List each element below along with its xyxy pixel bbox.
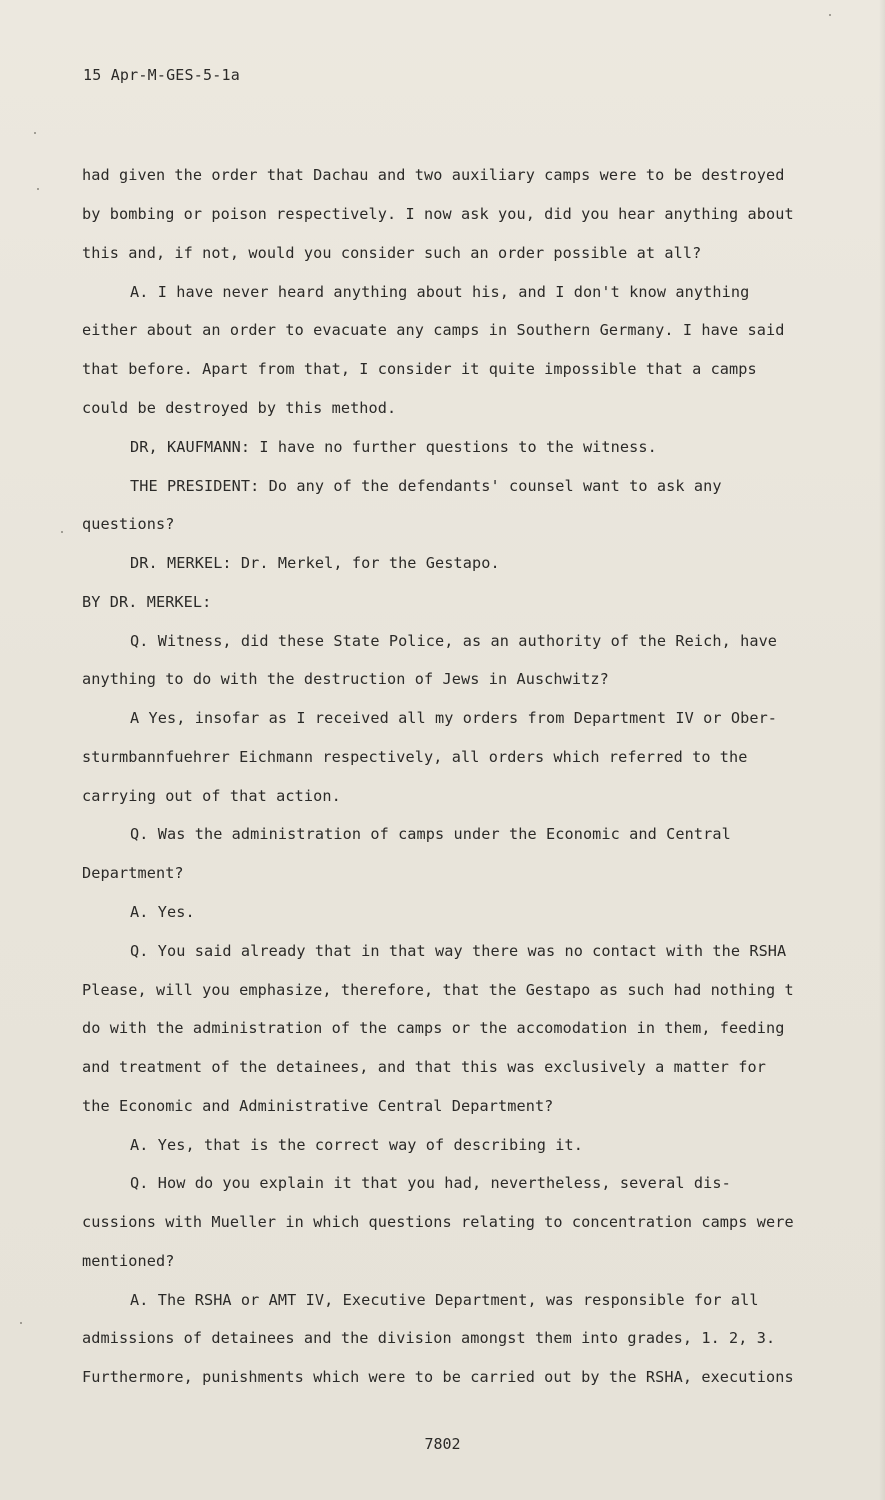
transcript-line: DR, KAUFMANN: I have no further questions to the witness. xyxy=(130,438,657,456)
page-number: 7802 xyxy=(424,1435,461,1453)
transcript-line: questions? xyxy=(82,515,175,533)
transcript-line: cussions with Mueller in which questions relating to concentration camps were xyxy=(82,1213,794,1231)
transcript-line: THE PRESIDENT: Do any of the defendants' counsel want to ask any xyxy=(130,477,722,495)
transcript-line: Q. You said already that in that way there was no contact with the RSHA xyxy=(130,942,787,960)
transcript-line: had given the order that Dachau and two auxiliary camps were to be destroyed xyxy=(82,166,785,184)
document-reference-header: 15 Apr-M-GES-5-1a xyxy=(83,66,240,84)
paper-speck xyxy=(37,188,39,190)
transcript-line: A. Yes. xyxy=(130,903,195,921)
transcript-line: and treatment of the detainees, and that this was exclusively a matter for xyxy=(82,1058,767,1076)
transcript-line: DR. MERKEL: Dr. Merkel, for the Gestapo. xyxy=(130,554,500,572)
transcript-line: do with the administration of the camps or the accomodation in them, feeding xyxy=(82,1019,785,1037)
paper-speck xyxy=(61,531,63,533)
transcript-line: anything to do with the destruction of Jews in Auschwitz? xyxy=(82,670,609,688)
transcript-line: A. I have never heard anything about his, and I don't know anything xyxy=(130,283,750,301)
transcript-line: that before. Apart from that, I consider it quite impossible that a camps xyxy=(82,360,757,378)
transcript-line: carrying out of that action. xyxy=(82,787,341,805)
paper-speck xyxy=(829,14,831,16)
transcript-line: Department? xyxy=(82,864,184,882)
transcript-line: this and, if not, would you consider such an order possible at all? xyxy=(82,244,702,262)
transcript-line: by bombing or poison respectively. I now ask you, did you hear anything about xyxy=(82,205,794,223)
transcript-line: could be destroyed by this method. xyxy=(82,399,397,417)
transcript-line: Furthermore, punishments which were to be carried out by the RSHA, executions xyxy=(82,1368,794,1386)
transcript-line: either about an order to evacuate any camps in Southern Germany. I have said xyxy=(82,321,785,339)
transcript-line: Q. How do you explain it that you had, nevertheless, several dis- xyxy=(130,1174,731,1192)
transcript-line: A Yes, insofar as I received all my orders from Department IV or Ober- xyxy=(130,709,778,727)
transcript-line: A. Yes, that is the correct way of describing it. xyxy=(130,1136,583,1154)
transcript-line: BY DR. MERKEL: xyxy=(82,593,212,611)
transcript-line: mentioned? xyxy=(82,1252,175,1270)
page-edge-shadow xyxy=(879,0,885,1500)
transcript-line: Q. Witness, did these State Police, as an authority of the Reich, have xyxy=(130,632,778,650)
transcript-line: the Economic and Administrative Central Department? xyxy=(82,1097,554,1115)
transcript-line: Please, will you emphasize, therefore, that the Gestapo as such had nothing t xyxy=(82,981,794,999)
transcript-line: sturmbannfuehrer Eichmann respectively, all orders which referred to the xyxy=(82,748,748,766)
transcript-line: admissions of detainees and the division amongst them into grades, 1. 2, 3. xyxy=(82,1329,776,1347)
paper-speck xyxy=(34,132,36,134)
transcript-line: A. The RSHA or AMT IV, Executive Department, was responsible for all xyxy=(130,1291,759,1309)
transcript-line: Q. Was the administration of camps under the Economic and Central xyxy=(130,825,731,843)
paper-speck xyxy=(20,1322,22,1324)
